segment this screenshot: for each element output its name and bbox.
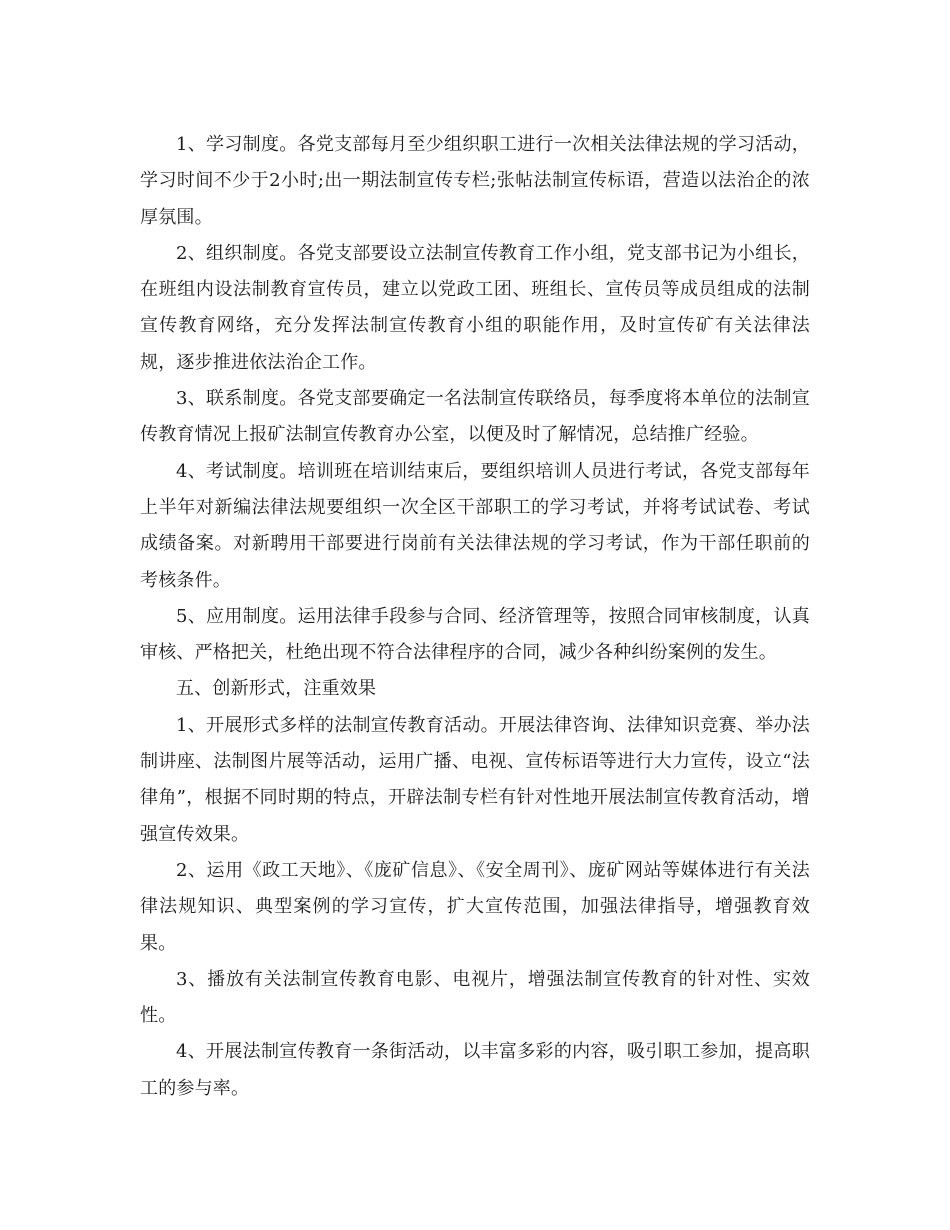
document-body [140,127,810,1107]
paragraph-films: 3、播放有关法制宣传教育电影、电视片，增强法制宣传教育的针对性、实效性。 [140,968,810,1027]
paragraph-media-usage: 2、运用《政工天地》、《庞矿信息》、《安全周刊》、庞矿网站等媒体进行有关法律法规知识、典型案例的学习宣传，扩大宣传范围，加强法律指导，增强教育效果。 [140,859,810,954]
paragraph-diverse-activities: 1、开展形式多样的法制宣传教育活动。开展法律咨询、法律知识竞赛、举办法制讲座、法制图片展等活动，运用广播、电视、宣传标语等进行大力宣传，设立“法律角”，根据不同时期的特点，开辟法制专栏有针对性地开展法制宣传教育活动，增强宣传效果。 [140,714,810,845]
paragraph-exam-system: 4、考试制度。培训班在培训结束后，要组织培训人员进行考试，各党支部每年上半年对新编法律法规要组织一次全区干部职工的学习考试，并将考试试卷、考试成绩备案。对新聘用干部要进行岗前有关法律法规的学习考试，作为干部任职前的考核条件。 [140,460,810,591]
section-heading-innovation: 五、创新形式，注重效果 [176,678,377,700]
paragraph-organization-system: 2、组织制度。各党支部要设立法制宣传教育工作小组，党支部书记为小组长，在班组内设法制教育宣传员，建立以党政工团、班组长、宣传员等成员组成的法制宣传教育网络，充分发挥法制宣传教育小组的职能作用，及时宣传矿有关法律法规，逐步推进依法治企工作。 [140,242,810,373]
paragraph-contact-system: 3、联系制度。各党支部要确定一名法制宣传联络员，每季度将本单位的法制宣传教育情况上报矿法制宣传教育办公室，以便及时了解情况，总结推广经验。 [140,388,810,446]
paragraph-street-activity: 4、开展法制宣传教育一条街活动，以丰富多彩的内容，吸引职工参加，提高职工的参与率。 [140,1041,810,1099]
paragraph-application-system: 5、应用制度。运用法律手段参与合同、经济管理等，按照合同审核制度，认真审核、严格把关，杜绝出现不符合法律程序的合同，减少各种纠纷案例的发生。 [140,605,810,664]
paragraph-study-system: 1、学习制度。各党支部每月至少组织职工进行一次相关法律法规的学习活动，学习时间不少于2小时;出一期法制宣传专栏;张帖法制宣传标语，营造以法治企的浓厚氛围。 [140,134,810,228]
